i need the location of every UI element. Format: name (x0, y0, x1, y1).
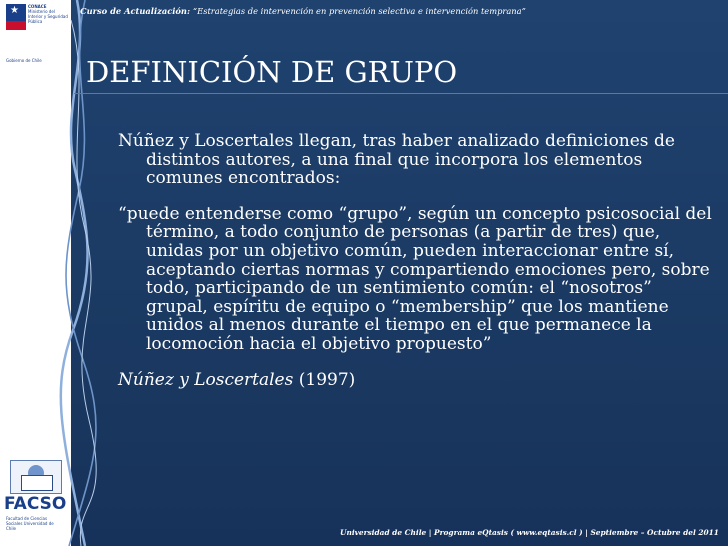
title-divider (74, 93, 728, 94)
chile-flag-icon (6, 4, 26, 30)
government-label: Gobierno de Chile (6, 58, 42, 63)
course-header (80, 6, 526, 16)
facso-name: FACSO (4, 494, 67, 514)
slide-body (118, 132, 718, 406)
slide-title: DEFINICIÓN DE GRUPO (86, 55, 458, 89)
star-icon: ★ (10, 5, 19, 16)
course-label: Curso de Actualización: (80, 6, 191, 16)
citation-authors: Núñez y Loscertales (118, 369, 294, 390)
definition-quote: “puede entenderse como “grupo”, según un concepto psicosocial del término, a todo conjunto de personas (a partir de tres) que, unidas por un objetivo común, pueden interaccionar entre sí, aceptando ciertas normas y compartiendo emociones pero, sobre todo, participando de un sentimiento común: el “nosotros” grupal, espíritu de equipo o “membership” que los mantiene unidos al menos durante el tiempo en el que permanece la locomoción hacia el objetivo propuesto” (118, 203, 712, 354)
citation (118, 371, 718, 390)
conace-label: CONACE Ministerio del Interior y Seguridad Pública (28, 4, 68, 24)
facso-subtitle: Facultad de Ciencias Sociales Universidad de Chile (6, 516, 54, 531)
course-title: “Estrategias de intervención en prevención selectiva e intervención temprana” (192, 6, 526, 16)
citation-year: (1997) (293, 369, 356, 390)
intro-paragraph: Núñez y Loscertales llegan, tras haber analizado definiciones de distintos autores, a una final que incorpora los elementos comunes encontrados: (118, 131, 675, 189)
footer-credits: Universidad de Chile | Programa eQtasis ( www.eqtasis.cl ) | Septiembre – Octubre del 2011 (340, 528, 719, 537)
